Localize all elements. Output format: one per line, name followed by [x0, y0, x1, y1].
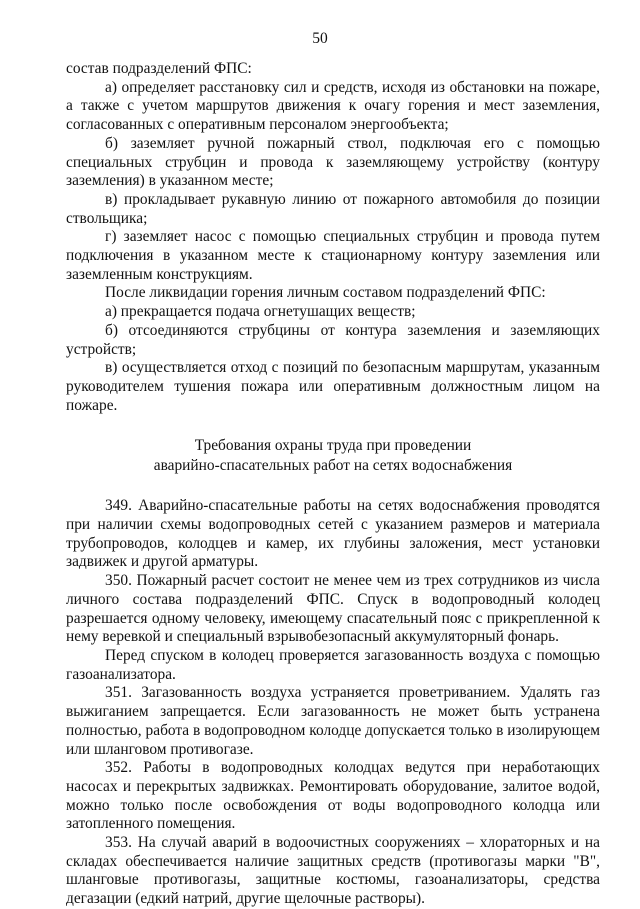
document-body [66, 60, 600, 909]
paragraph: После ликвидации горения личным составом подразделений ФПС: [105, 284, 546, 302]
paragraph: б) отсоединяются струбцины от контура заземления и заземляющих устройств; [66, 321, 600, 358]
paragraph: Перед спуском в колодец проверяется загазованность воздуха с помощью газоанализатора. [66, 646, 600, 683]
paragraph: 351. Загазованность воздуха устраняется проветриванием. Удалять газ выжиганием запрещается. Если загазованность не может быть устранена полностью, работа в водопроводном колодце допускается только в изолирующем или шланговом противогазе. [66, 684, 600, 758]
paragraph: а) определяет расстановку сил и средств, исходя из обстановки на пожаре, а также с учетом маршрутов движения к очагу горения и мест заземления, согласованных с оперативным персоналом энергообъекта; [66, 78, 600, 134]
section-heading-line: аварийно-спасательных работ на сетях водоснабжения [153, 456, 513, 474]
paragraph: 350. Пожарный расчет состоит не менее чем из трех сотрудников из числа личного состава подразделений ФПС. Спуск в водопроводный колодец разрешается одному человеку, имеющему спасательный пояс с прикрепленной к нему веревкой и специальный взрывобезопасный аккумуляторный фонарь. [66, 572, 600, 646]
paragraph: в) осуществляется отход с позиций по безопасным маршрутам, указанным руководителем тушения пожара или оперативным должностным лицом на пожаре. [66, 359, 600, 414]
paragraph: состав подразделений ФПС: [66, 60, 252, 77]
paragraph: в) прокладывает рукавную линию от пожарного автомобиля до позиции ствольщика; [66, 190, 600, 227]
paragraph: б) заземляет ручной пожарный ствол, подключая его с помощью специальных струбцин и провода к заземляющему устройству (контуру заземления) в указанном месте; [66, 134, 600, 190]
paragraph: г) заземляет насос с помощью специальных струбцин и провода путем подключения в указанном месте к стационарному контуру заземления или заземленным конструкциям. [66, 228, 600, 283]
page-number: 50 [312, 30, 328, 47]
paragraph: а) прекращается подача огнетушащих веществ; [105, 303, 416, 321]
section-heading [66, 436, 600, 475]
paragraph: 349. Аварийно-спасательные работы на сетях водоснабжения проводятся при наличии схемы водопроводных сетей с указанием размеров и материала трубопроводов, колодцев и камер, их глубины заложения, мест установки задвижек и другой арматуры. [66, 497, 600, 571]
section-heading-line: Требования охраны труда при проведении [194, 437, 472, 455]
paragraph: 353. На случай аварий в водоочистных сооружениях – хлораторных и на складах обеспечивается наличие защитных средств (противогазы марки "В", шланговые противогазы, защитные костюмы, газоанализаторы, средства дегазации (едкий натрий, другие щелочные растворы). [66, 834, 600, 908]
paragraph: 352. Работы в водопроводных колодцах ведутся при неработающих насосах и перекрытых задвижках. Ремонтировать оборудование, залитое водой, можно только после освобождения от воды водопроводного колодца или затопленного помещения. [66, 759, 600, 833]
